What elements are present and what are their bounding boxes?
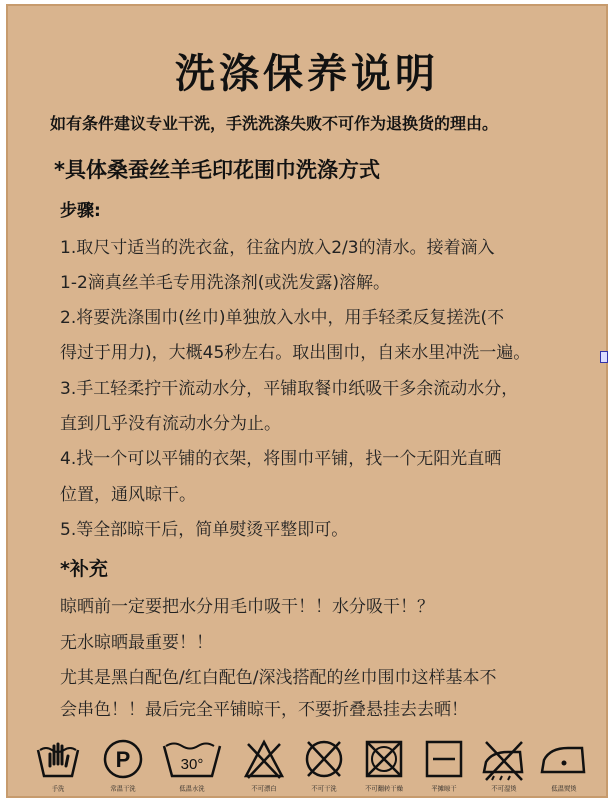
- notice-text: 如有条件建议专业干洗，手洗洗涤失败不可作为退换货的理由。: [50, 114, 499, 133]
- step-line: 5.等全部晾干后，简单熨烫平整即可。: [60, 520, 349, 540]
- no-bleach-icon: [234, 736, 294, 794]
- steps-label: 步骤:: [60, 201, 101, 221]
- flat-dry-icon: [414, 736, 474, 794]
- no-steam-label: 不可湿烫: [491, 784, 517, 793]
- step-line: 位置，通风晾干。: [60, 485, 196, 505]
- supplement-line: 尤其是黑白配色/红白配色/深浅搭配的丝巾围巾这样基本不: [60, 668, 497, 688]
- low-iron-label: 低温熨烫: [551, 784, 577, 793]
- dry-clean-label: 常温干洗: [110, 784, 136, 793]
- step-line: 得过于用力)，大概45秒左右。取出围巾，自来水里冲洗一遍。: [60, 343, 531, 363]
- step-line: 1-2滴真丝羊毛专用洗涤剂(或洗发露)溶解。: [60, 273, 391, 293]
- supplement-line: 会串色！！最后完全平铺晾干，不要折叠悬挂去去晒！: [60, 700, 468, 720]
- no-tumble-dry-label: 不可翻转干燥: [365, 784, 403, 793]
- wash-temp-symbol: 30°: [180, 756, 204, 773]
- low-iron-icon: [534, 736, 594, 794]
- dry-clean-symbol: P: [115, 747, 131, 772]
- page-title: 洗涤保养说明: [175, 51, 439, 97]
- wash-30-label: 低温水洗: [179, 784, 205, 793]
- care-instructions-card: [6, 4, 608, 798]
- step-line: 直到几乎没有流动水分为止。: [60, 414, 281, 434]
- dry-clean-p-icon: [93, 736, 153, 794]
- no-tumble-dry-icon: [354, 736, 414, 794]
- no-iron-steam-icon: [474, 736, 534, 794]
- hand-wash-label: 手洗: [51, 784, 65, 793]
- care-icons-row: [8, 736, 606, 800]
- cursor-marker: [600, 351, 608, 363]
- flat-dry-label: 平摊晾干: [431, 784, 457, 793]
- no-dry-clean-icon: [294, 736, 354, 794]
- section-heading: *具体桑蚕丝羊毛印花围巾洗涤方式: [54, 158, 380, 182]
- no-bleach-label: 不可漂白: [251, 784, 277, 793]
- hand-wash-icon: [28, 736, 88, 794]
- supplement-line: 晾晒前一定要把水分用毛巾吸干！！水分吸干！？: [60, 597, 434, 617]
- supplement-heading: *补充: [60, 558, 108, 580]
- step-line: 1.取尺寸适当的洗衣盆，往盆内放入2/3的清水。接着滴入: [60, 238, 495, 258]
- step-line: 4.找一个可以平铺的衣架，将围巾平铺，找一个无阳光直晒: [60, 449, 502, 469]
- step-line: 3.手工轻柔拧干流动水分，平铺取餐巾纸吸干多余流动水分，: [60, 379, 519, 399]
- wash-30-icon: [158, 736, 226, 794]
- no-dry-clean-label: 不可干洗: [311, 784, 337, 793]
- step-line: 2.将要洗涤围巾(丝巾)单独放入水中，用手轻柔反复搓洗(不: [60, 308, 505, 328]
- supplement-line: 无水晾晒最重要！！: [60, 633, 213, 653]
